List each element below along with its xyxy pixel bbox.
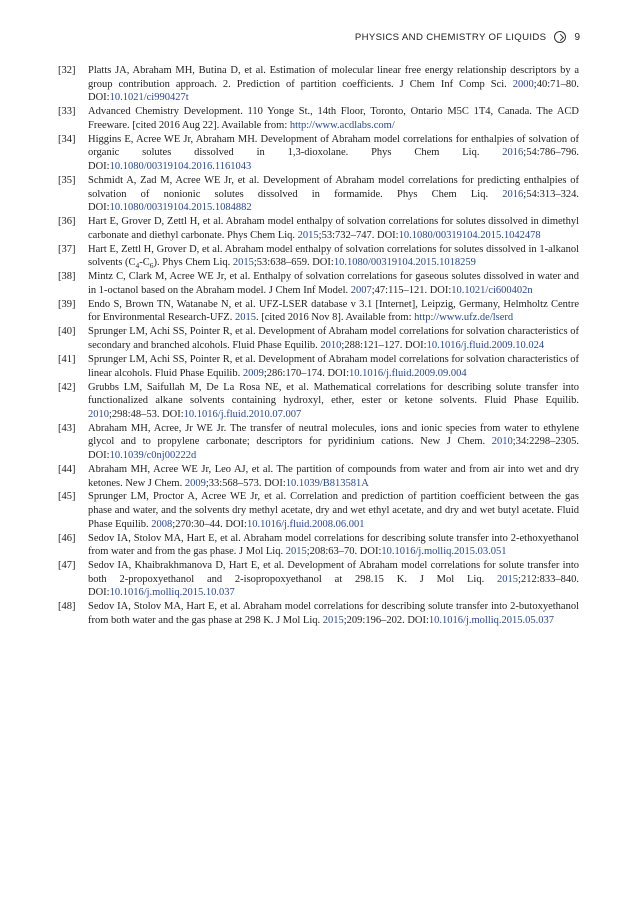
reference-text: Sedov IA, Stolov MA, Hart E, et al. Abraham model correlations for describing solute transfer into 2-ethoxyethanol from water and from the gas phase. J Mol Liq. 2015;208:63–70. DOI:10.1016/j.molliq.2015.03.051 bbox=[88, 532, 579, 558]
running-header bbox=[0, 28, 580, 46]
reference-number: [34] bbox=[58, 133, 76, 145]
reference-item bbox=[58, 490, 579, 531]
reference-text: Platts JA, Abraham MH, Butina D, et al. Estimation of molecular linear free energy relationship descriptors by a group contribution approach. 2. Prediction of partition coefficients. J Chem Inf Comp Sci. 2000;40:71–80. DOI:10.1021/ci990427t bbox=[88, 65, 579, 104]
reference-number: [40] bbox=[58, 326, 76, 338]
doi-link[interactable]: 10.1016/j.molliq.2015.05.037 bbox=[428, 615, 555, 626]
reference-text: Sprunger LM, Achi SS, Pointer R, et al. Development of Abraham model correlations for solvation characteristics of secondary and branched alcohols. Fluid Phase Equilib. 2010;288:121–127. DOI:10.1016/j.fluid.2009.10.024 bbox=[88, 326, 579, 351]
year-link[interactable]: 2015 bbox=[497, 573, 519, 585]
year-link[interactable]: 2009 bbox=[184, 477, 206, 489]
year-link[interactable]: 2010 bbox=[88, 408, 109, 420]
reference-item bbox=[58, 353, 579, 380]
year-link[interactable]: 2007 bbox=[350, 284, 372, 296]
reference-text: Schmidt A, Zad M, Acree WE Jr, et al. Development of Abraham model correlations for predicting enthalpies of solvation of nonionic solutes dissolved in formamide. Phys Chem Liq. 2016;54:313–324. DOI:10.1080/00319104.2015.1084882 bbox=[88, 174, 579, 214]
doi-link[interactable]: 10.1080/00319104.2015.1084882 bbox=[109, 202, 252, 214]
doi-link[interactable]: 10.1016/j.fluid.2009.09.004 bbox=[349, 367, 467, 379]
doi-link[interactable]: 10.1080/00319104.2015.1018259 bbox=[333, 257, 476, 269]
reference-number: [39] bbox=[58, 298, 76, 310]
doi-link[interactable]: 10.1016/j.fluid.2010.07.007 bbox=[183, 408, 302, 420]
reference-text: Mintz C, Clark M, Acree WE Jr, et al. Enthalpy of solvation correlations for gaseous solutes dissolved in water and in 1-octanol based on the Abraham model. J Chem Inf Model. 2007;47:115–121. DOI:10.1021/ci600402n bbox=[88, 271, 579, 296]
reference-item bbox=[58, 64, 579, 105]
reference-text: Endo S, Brown TN, Watanabe N, et al. UFZ-LSER database v 3.1 [Internet], Leipzig, Germany, Helmholtz Centre for Environmental Research-UFZ. 2015. [cited 2016 Nov 8]. Available from: http://www.ufz.de/lserd bbox=[88, 298, 579, 324]
reference-item bbox=[58, 270, 579, 297]
reference-item bbox=[58, 325, 579, 352]
reference-number: [37] bbox=[58, 243, 76, 255]
reference-number: [38] bbox=[58, 271, 76, 283]
doi-link[interactable]: 10.1016/j.molliq.2015.03.051 bbox=[381, 546, 507, 558]
reference-number: [43] bbox=[58, 422, 76, 434]
doi-link[interactable]: 10.1039/B813581A bbox=[285, 477, 369, 489]
year-link[interactable]: 2008 bbox=[151, 518, 173, 530]
doi-link[interactable]: 10.1016/j.fluid.2009.10.024 bbox=[426, 340, 545, 351]
reference-text: Grubbs LM, Saifullah M, De La Rosa NE, et al. Mathematical correlations for describing solute transfer into functionalized alkane solvents containing hydroxyl, ether, ester or ketone solvents. Fluid Phase Equilib. 2010;298:48–53. DOI:10.1016/j.fluid.2010.07.007 bbox=[88, 381, 579, 420]
year-link[interactable]: 2015 bbox=[234, 312, 256, 324]
doi-link[interactable]: 10.1021/ci600402n bbox=[451, 284, 533, 296]
reference-item bbox=[58, 559, 579, 600]
reference-list bbox=[58, 64, 579, 628]
reference-item bbox=[58, 133, 579, 174]
reference-item bbox=[58, 174, 579, 215]
reference-number: [35] bbox=[58, 174, 76, 186]
reference-number: [42] bbox=[58, 381, 76, 393]
reference-text: Abraham MH, Acree WE Jr, Leo AJ, et al. The partition of compounds from water and from air into wet and dry ketones. New J Chem. 2009;33:568–573. DOI:10.1039/B813581A bbox=[88, 463, 579, 489]
reference-item bbox=[58, 463, 579, 490]
url-link[interactable]: http://www.acdlabs.com/ bbox=[289, 119, 395, 131]
reference-item bbox=[58, 422, 579, 463]
reference-number: [46] bbox=[58, 532, 76, 544]
reference-number: [44] bbox=[58, 463, 76, 475]
year-link[interactable]: 2015 bbox=[297, 229, 319, 241]
reference-text: Sedov IA, Stolov MA, Hart E, et al. Abraham model correlations for describing solute transfer into 2-butoxyethanol from both water and the gas phase at 298 K. J Mol Liq. 2015;209:196–202. DOI:10.1016/j.molliq.2015.05.037 bbox=[88, 601, 579, 626]
reference-item bbox=[58, 532, 579, 559]
reference-item bbox=[58, 298, 579, 325]
doi-link[interactable]: 10.1016/j.molliq.2015.10.037 bbox=[109, 587, 235, 599]
crossmark-icon[interactable] bbox=[554, 31, 566, 43]
doi-link[interactable]: 10.1080/00319104.2016.1161043 bbox=[109, 160, 252, 172]
year-link[interactable]: 2015 bbox=[285, 546, 307, 558]
url-link[interactable]: http://www.ufz.de/lserd bbox=[414, 312, 514, 324]
reference-text: Abraham MH, Acree, Jr WE Jr. The transfer of neutral molecules, ions and ionic species from water to ethylene glycol and to propylene carbonate; descriptors for pyridinium cations. New J Chem. 2010;34:2298–2305. DOI:10.1039/c0nj00222d bbox=[88, 422, 579, 461]
reference-number: [36] bbox=[58, 216, 76, 228]
reference-number: [45] bbox=[58, 491, 76, 503]
page-number: 9 bbox=[574, 31, 580, 43]
year-link[interactable]: 2016 bbox=[502, 147, 524, 159]
reference-number: [32] bbox=[58, 65, 76, 76]
year-link[interactable]: 2010 bbox=[320, 340, 342, 351]
reference-item bbox=[58, 243, 579, 270]
reference-text: Higgins E, Acree WE Jr, Abraham MH. Development of Abraham model correlations for enthalpies of solvation of organic solutes dissolved in 1,3-dioxolane. Phys Chem Liq. 2016;54:786–796. DOI:10.1080/00319104.2016.1161043 bbox=[88, 133, 579, 172]
year-link[interactable]: 2010 bbox=[491, 436, 513, 448]
reference-number: [48] bbox=[58, 601, 76, 613]
reference-text: Sprunger LM, Achi SS, Pointer R, et al. Development of Abraham model correlations for solvation characteristics of linear alcohols. Fluid Phase Equilib. 2009;286:170–174. DOI:10.1016/j.fluid.2009.09.004 bbox=[88, 353, 579, 379]
reference-item bbox=[58, 215, 579, 242]
year-link[interactable]: 2015 bbox=[232, 257, 254, 269]
year-link[interactable]: 2009 bbox=[242, 367, 264, 379]
doi-link[interactable]: 10.1021/ci990427t bbox=[109, 92, 189, 104]
reference-text: Advanced Chemistry Development. 110 Yonge St., 14th Floor, Toronto, Ontario M5C 1T4, Canada. The ACD Freeware. [cited 2016 Aug 22]. Available from: http://www.acdlabs.com/ bbox=[88, 106, 579, 131]
year-link[interactable]: 2015 bbox=[322, 615, 344, 626]
doi-link[interactable]: 10.1016/j.fluid.2008.06.001 bbox=[246, 518, 365, 530]
reference-text: Sprunger LM, Proctor A, Acree WE Jr, et al. Correlation and prediction of partition coefficient between the gas phase and water, and the solvents dry methyl acetate, dry and wet ethyl acetate, and dry and wet butyl acetate. Fluid Phase Equilib. 2008;270:30–44. DOI:10.1016/j.fluid.2008.06.001 bbox=[88, 491, 579, 530]
year-link[interactable]: 2000 bbox=[512, 78, 534, 90]
reference-number: [33] bbox=[58, 106, 76, 118]
year-link[interactable]: 2016 bbox=[502, 188, 524, 200]
reference-item bbox=[58, 105, 579, 132]
reference-number: [41] bbox=[58, 353, 76, 365]
reference-text: Sedov IA, Khaibrakhmanova D, Hart E, et al. Development of Abraham model correlations for solute transfer into both 2-propoxyethanol and 2-isopropoxyethanol at 298.15 K. J Mol Liq. 2015;212:833–840. DOI:10.1016/j.molliq.2015.10.037 bbox=[88, 560, 579, 599]
reference-item bbox=[58, 600, 579, 627]
doi-link[interactable]: 10.1080/00319104.2015.1042478 bbox=[398, 229, 541, 241]
reference-number: [47] bbox=[58, 560, 76, 572]
reference-text: Hart E, Zettl H, Grover D, et al. Abraham model enthalpy of solvation correlations for solutes dissolved in 1-alkanol solvents $(C_4-C_6)$. Phys Chem Liq. 2015;53:638–659. DOI:10.1080/00319104.2015.1018259 bbox=[88, 243, 579, 271]
doi-link[interactable]: 10.1039/c0nj00222d bbox=[109, 449, 197, 461]
reference-item bbox=[58, 381, 579, 422]
reference-text: Hart E, Grover D, Zettl H, et al. Abraham model enthalpy of solvation correlations for solutes dissolved in dimethyl carbonate and diethyl carbonate. Phys Chem Liq. 2015;53:732–747. DOI:10.1080/00319104.2015.1042478 bbox=[88, 216, 579, 241]
journal-title: PHYSICS AND CHEMISTRY OF LIQUIDS bbox=[354, 31, 547, 43]
